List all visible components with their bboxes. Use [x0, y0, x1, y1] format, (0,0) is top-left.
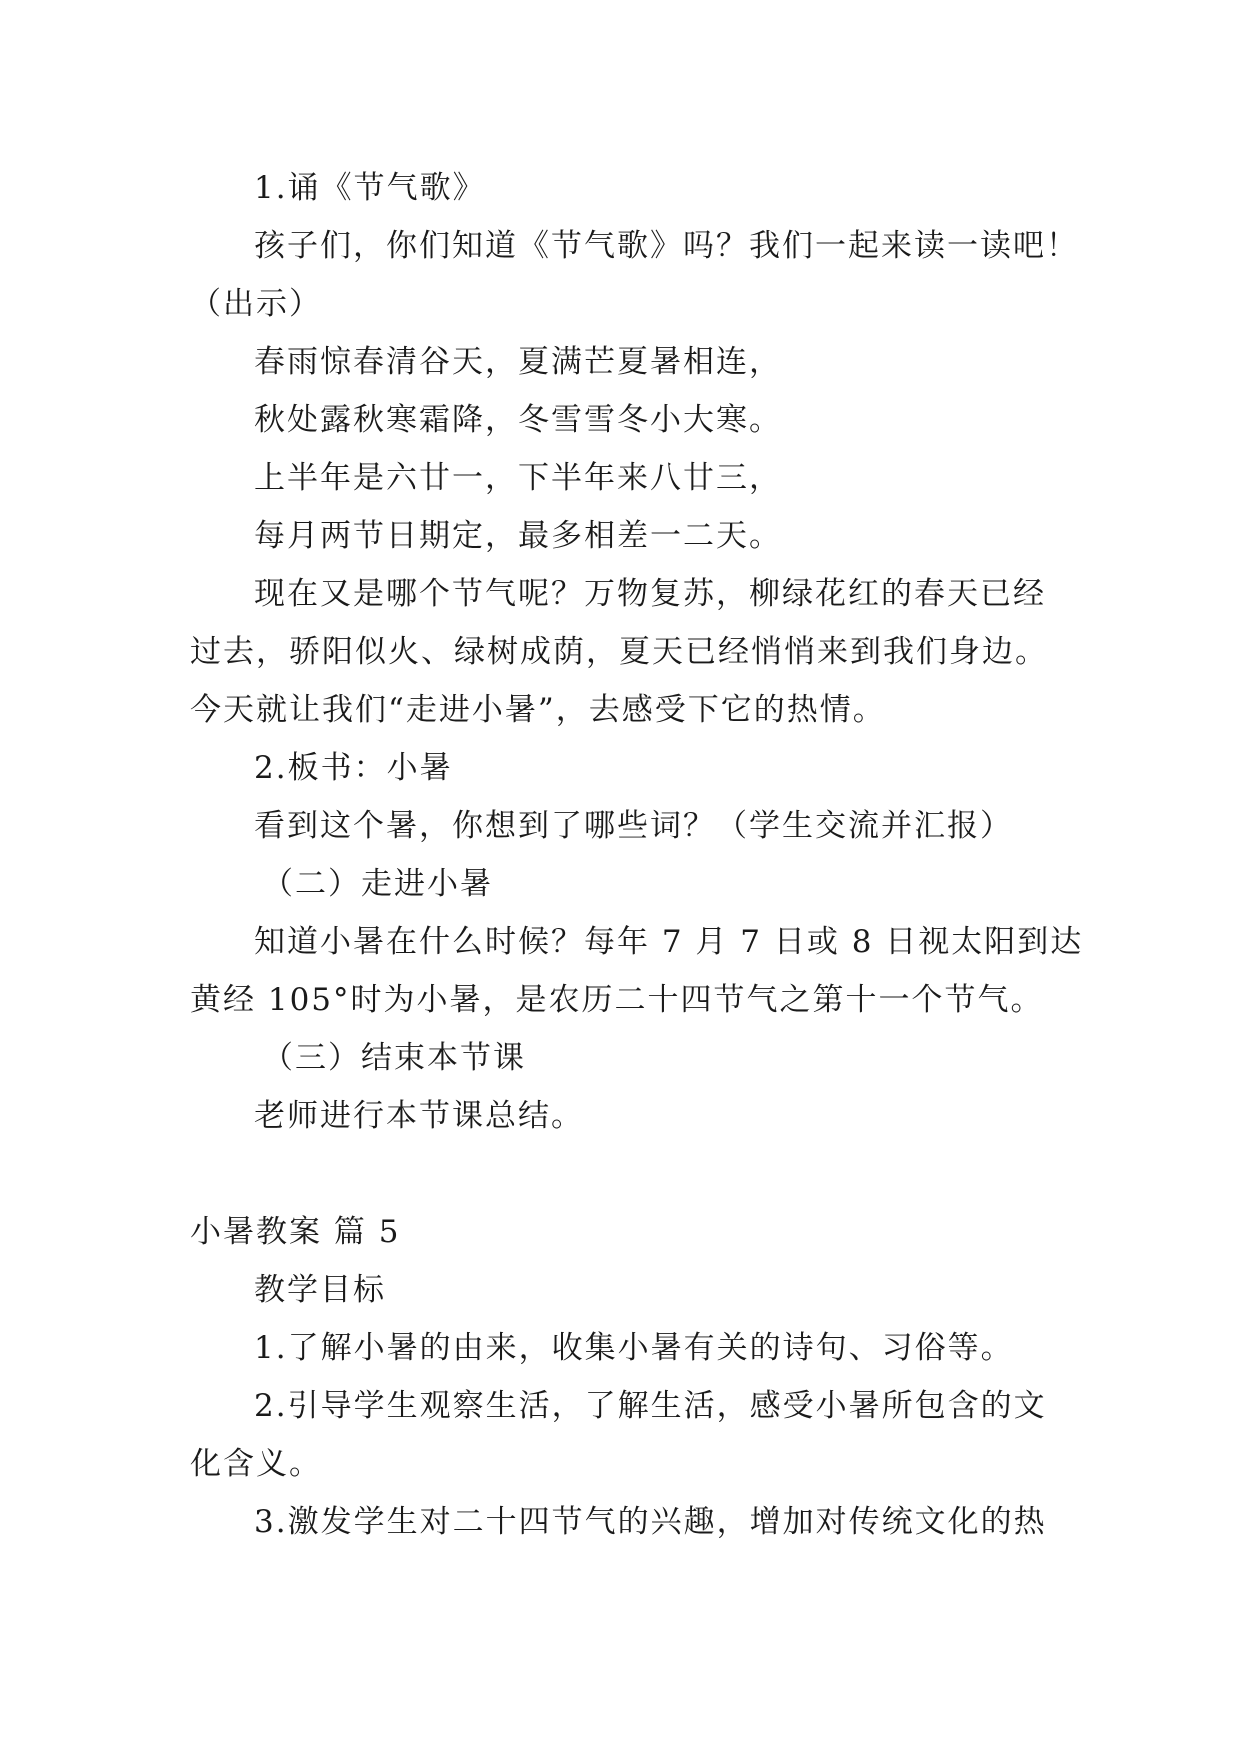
poem-line: 春雨惊春清谷天，夏满芒夏暑相连， [254, 344, 782, 380]
list-item: 2.引导学生观察生活，了解生活，感受小暑所包含的文 [254, 1388, 1047, 1424]
poem-line: 每月两节日期定，最多相差一二天。 [254, 518, 782, 554]
poem-line: 上半年是六廿一，下半年来八廿三， [254, 460, 782, 496]
paragraph-line: 现在又是哪个节气呢？万物复苏，柳绿花红的春天已经 [254, 576, 1046, 612]
paragraph-line: 化含义。 [190, 1446, 322, 1482]
list-item-recite-song: 1.诵《节气歌》 [254, 170, 486, 206]
paragraph-line: 过去，骄阳似火、绿树成荫，夏天已经悄悄来到我们身边。 [190, 634, 1048, 670]
paragraph-line: 老师进行本节课总结。 [254, 1098, 584, 1134]
article-title: 小暑教案 篇 5 [190, 1214, 401, 1250]
section-heading: 教学目标 [254, 1272, 386, 1308]
list-item-board-writing: 2.板书：小暑 [254, 750, 453, 786]
list-item: 3.激发学生对二十四节气的兴趣，增加对传统文化的热 [254, 1504, 1047, 1540]
section-heading: （三）结束本节课 [262, 1040, 526, 1076]
paragraph-line: 孩子们，你们知道《节气歌》吗？我们一起来读一读吧！ [254, 228, 1079, 264]
paragraph-line: 黄经 105°时为小暑，是农历二十四节气之第十一个节气。 [190, 982, 1044, 1018]
list-item: 1.了解小暑的由来，收集小暑有关的诗句、习俗等。 [254, 1330, 1014, 1366]
paragraph-line: （出示） [190, 286, 322, 322]
paragraph-line: 看到这个暑，你想到了哪些词？（学生交流并汇报） [254, 808, 1013, 844]
poem-line: 秋处露秋寒霜降，冬雪雪冬小大寒。 [254, 402, 782, 438]
paragraph-line: 今天就让我们“走进小暑”，去感受下它的热情。 [190, 692, 886, 728]
section-heading: （二）走进小暑 [262, 866, 493, 902]
paragraph-line: 知道小暑在什么时候？每年 7 月 7 日或 8 日视太阳到达 [254, 924, 1084, 960]
